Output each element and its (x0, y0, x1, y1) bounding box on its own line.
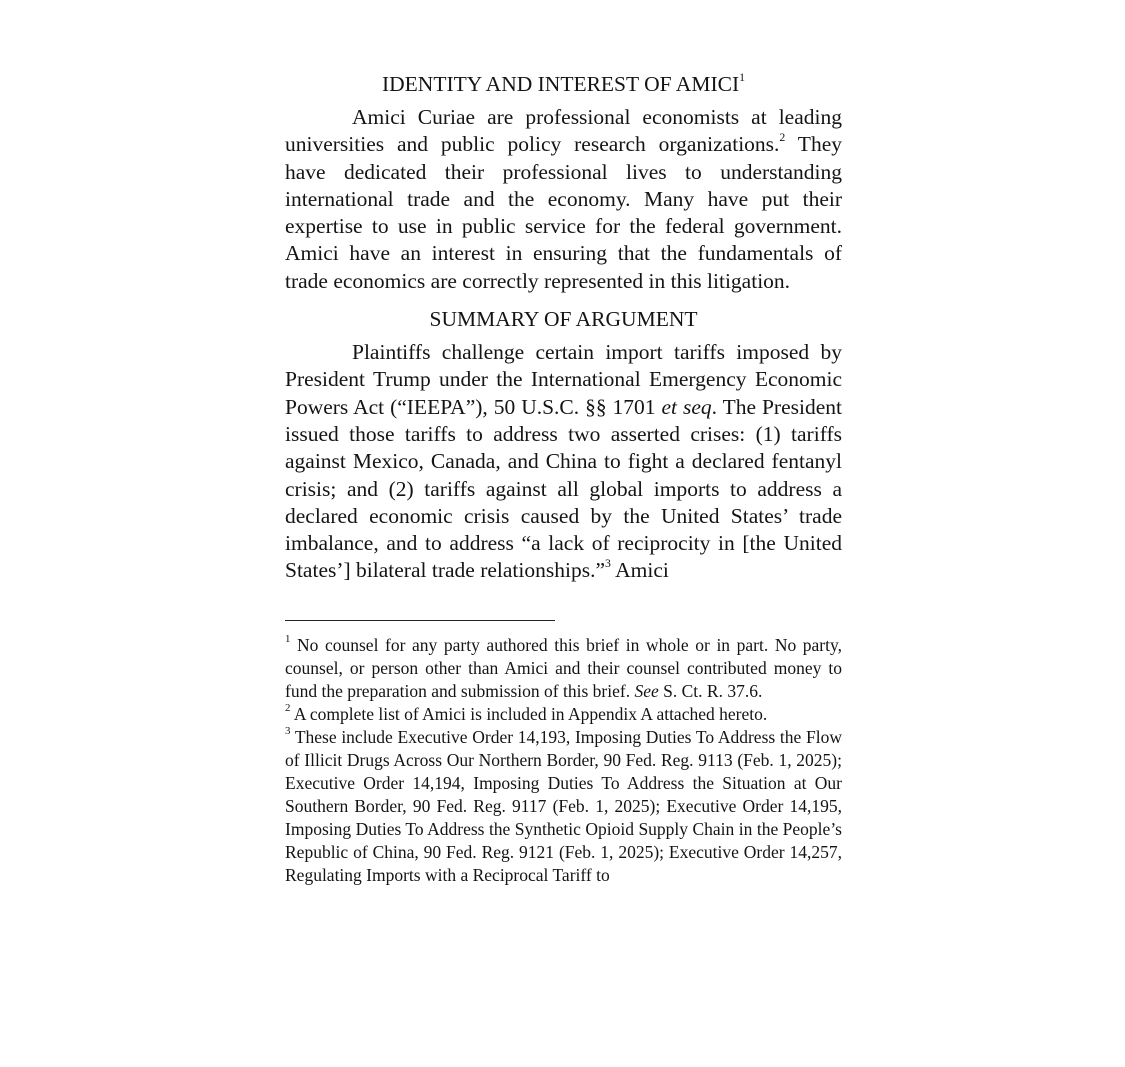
paragraph-summary-et-seq: et seq (661, 394, 712, 419)
brief-page (285, 70, 842, 887)
paragraph-identity-text-b: They have dedicated their professional lives to understanding international trade and the economy. Many have put their expertise to use in public service for the federal government. Amici have an interest in ensuring that the fundamentals of trade economics are correctly represented in this litigation. (285, 132, 842, 293)
paragraph-summary-argument (285, 339, 842, 585)
footnote-2-number: 2 (285, 701, 291, 714)
footnote-ref-1: 1 (739, 69, 746, 84)
footnote-1-text-a: No counsel for any party authored this brief in whole or in part. No party, counsel, or person other than Amici and their counsel contributed money to fund the preparation and submission of this brief. (285, 634, 842, 701)
footnote-3-number: 3 (285, 724, 291, 737)
footnote-divider (285, 620, 555, 621)
heading-summary-argument: SUMMARY OF ARGUMENT (429, 307, 698, 332)
footnote-ref-3: 3 (605, 556, 611, 571)
heading-identity-interest (285, 70, 842, 98)
heading-identity-text: IDENTITY AND INTEREST OF AMICI (381, 72, 740, 96)
footnotes (285, 634, 842, 887)
paragraph-summary-text-b: . The President issued those tariffs to address two asserted crises: (1) tariffs against Mexico, Canada, and China to fight a declared fentanyl crisis; and (2) tariffs against all global imports to address a declared economic crisis caused by the United States’ trade imbalance, and to address “a lack of reciprocity in [the United States’] bilateral trade relationships.” (285, 394, 842, 583)
footnote-3-text: These include Executive Order 14,193, Imposing Duties To Address the Flow of Illicit Drugs Across Our Northern Border, 90 Fed. Reg. 9113 (Feb. 1, 2025); Executive Order 14,194, Imposing Duties To Address the Situation at Our Southern Border, 90 Fed. Reg. 9117 (Feb. 1, 2025); Executive Order 14,195, Imposing Duties To Address the Synthetic Opioid Supply Chain in the People’s Republic of China, 90 Fed. Reg. 9121 (Feb. 1, 2025); Executive Order 14,257, Regulating Imports with a Reciprocal Tariff to (285, 726, 842, 885)
footnote-ref-2: 2 (779, 130, 786, 145)
footnote-2 (285, 703, 842, 726)
footnote-3 (285, 726, 842, 887)
footnote-1-text-b: S. Ct. R. 37.6. (658, 680, 763, 701)
footnote-1 (285, 634, 842, 703)
paragraph-identity-text-a: Amici Curiae are professional economists at leading universities and public policy research organizations. (285, 105, 842, 157)
footnote-1-number: 1 (285, 632, 291, 645)
paragraph-summary-text-a: Plaintiffs challenge certain import tariffs imposed by President Trump under the International Emergency Economic Powers Act (“IEEPA”), 50 U.S.C. §§ 1701 (285, 340, 842, 419)
paragraph-summary-text-c: Amici (610, 558, 669, 583)
paragraph-identity-interest (285, 104, 842, 295)
footnote-2-text: A complete list of Amici is included in Appendix A attached hereto. (290, 703, 768, 724)
footnote-1-see: See (634, 680, 659, 701)
